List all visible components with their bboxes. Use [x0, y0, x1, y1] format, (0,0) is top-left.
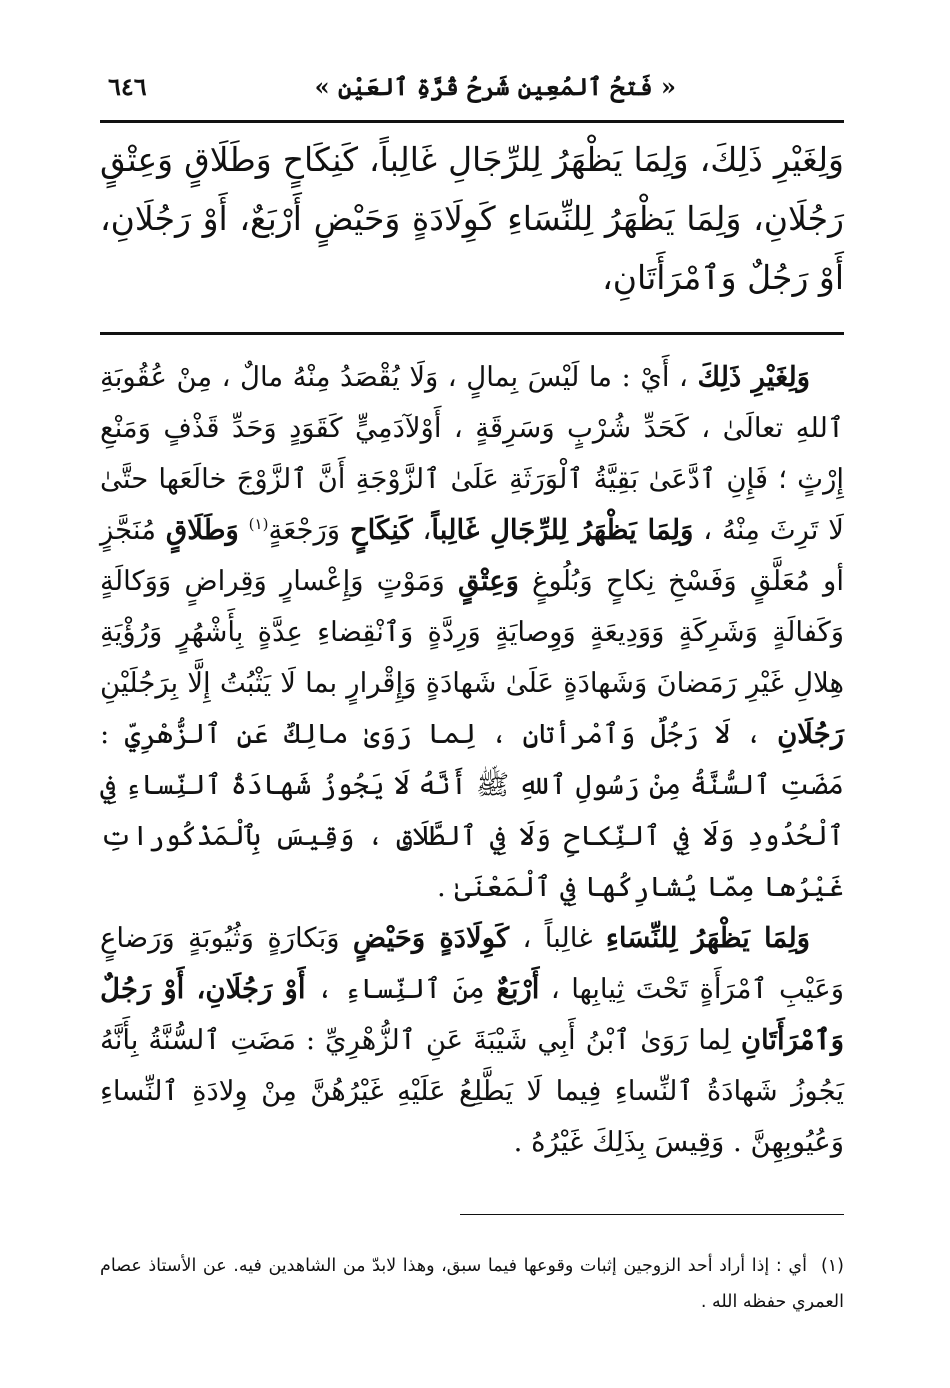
- quoted-matn: كَوِلَادَةٍ وَحَيْضٍ: [352, 922, 510, 954]
- footnote-item: [100, 1248, 844, 1320]
- quoted-matn: وَعِتْقٍ: [457, 565, 519, 597]
- page-number: ٦٤٦: [108, 71, 147, 101]
- matn-text-block: [100, 130, 844, 307]
- footnote-number: (١): [820, 1256, 844, 1276]
- commentary-text: مِنَ ٱلنِّساءِ ،: [316, 973, 485, 1005]
- matn-divider: [100, 332, 844, 335]
- commentary-block: [100, 352, 844, 1168]
- commentary-text: ، لَا رَجُلٌ وَٱمْرأتانِ ، لِما رَوَىٰ مالِكٌ عَنِ ٱلزُّهْرِيِّ : مَضَتِ ٱلسُّنَّةُ مِنْ رَسُولِ ٱللهِ ﷺ أَنَّهُ لَا يَجُوزُ شَهادَةُ ٱلنِّساءِ فِي ٱلْحُدُودِ وَلَا فِي ٱلنِّكاحِ وَلَا فِي ٱلطَّلَاقِ ، وَقِيسَ بِٱلْمَذْكُوراتِ غَيْرُها مِمّا يُشارِكُها فِي ٱلْمَعْنَىٰ .: [100, 718, 844, 903]
- header-divider: [100, 120, 844, 123]
- book-title: « فَتحُ ٱلمُعِينِ شَرحُ قُرَّةِ ٱلعَيْنِ »: [314, 71, 677, 101]
- commentary-text: ،: [422, 514, 432, 546]
- commentary-text: وَبَكارَةٍ وَثُيُوبَةٍ وَرَضاعٍ وَعَيْبِ ٱمْرَأَةٍ تَحْتَ ثِيابِها ،: [100, 922, 844, 1005]
- quoted-matn: وَطَلَاقٍ: [165, 514, 239, 546]
- commentary-text: ، أَيْ : ما لَيْسَ بِمالٍ ، وَلَا يُقْصَدُ مِنْهُ مالٌ ، مِنْ عُقُوبَةِ ٱللهِ تعالَىٰ ، كَحَدِّ شُرْبٍ وَسَرِقَةٍ ، أَوْلآدَمِيٍّ كَقَوَدٍ وَحَدِّ قَذْفٍ وَمَنْعِ إِرْثٍ ؛ فَإِنِ ٱدَّعَىٰ بَقِيَّةُ ٱلْوَرَثَةِ عَلَىٰ ٱلزَّوْجَةِ أَنَّ ٱلزَّوْجَ خالَعَها حتَّىٰ لَا تَرِثَ مِنْهُ ،: [100, 361, 844, 546]
- commentary-text: لِما رَوَىٰ ٱبْنُ أَبِي شَيْبَةَ عَنِ ٱلزُّهْرِيِّ : مَضَتِ ٱلسُّنَّةُ بِأَنَّهُ يَجُوزُ شَهادَةُ ٱلنِّساءِ فِيما لَا يَطَّلِعُ عَلَيْهِ غَيْرُهُنَّ مِنْ وِلادَةِ ٱلنِّساءِ وَعُيُوبِهِنَّ . وَقِيسَ بِذَلِكَ غَيْرُهُ .: [100, 1024, 844, 1158]
- commentary-paragraph-1: [100, 352, 844, 913]
- commentary-paragraph-2: [100, 913, 844, 1168]
- quoted-matn: رَجُلَانِ: [777, 718, 844, 750]
- commentary-text: مُنَجَّزٍ أو مُعَلَّقٍ وَفَسْخِ نِكاحٍ وَبُلُوغٍ: [100, 514, 844, 597]
- matn-paragraph: وَلِغَيْرِ ذَلِكَ، وَلِمَا يَظْهَرُ لِلرِّجَالِ غَالِباً، كَنِكَاحٍ وَطَلَاقٍ وَعِتْقٍ رَجُلَانِ، وَلِمَا يَظْهَرُ لِلنِّسَاءِ كَوِلَادَةٍ وَحَيْضٍ أَرْبَعٌ، أَوْ رَجُلَانِ، أَوْ رَجُلٌ وَٱمْرَأَتَانِ،: [100, 140, 844, 297]
- quoted-matn: كَنِكَاحٍ: [349, 514, 413, 546]
- commentary-text: غالِباً ،: [522, 922, 593, 954]
- quoted-matn: وَلِمَا يَظْهَرُ لِلرِّجَالِ غَالِباً: [431, 514, 694, 546]
- running-header: [108, 58, 844, 114]
- footnote-divider: [460, 1214, 844, 1215]
- footnote-block: [100, 1248, 844, 1320]
- quoted-matn: وَلِغَيْرِ ذَلِكَ: [697, 361, 810, 393]
- footnote-text: أي : إذا أراد أحد الزوجين إثبات وقوعها فيما سبق، وهذا لابدّ من الشاهدين فيه. عن الأستاذ عصام العمري حفظه الله .: [100, 1256, 844, 1312]
- quoted-matn: وَلِمَا يَظْهَرُ لِلنِّسَاءِ: [605, 922, 810, 954]
- footnote-reference[interactable]: (١): [248, 514, 269, 533]
- commentary-text: وَمَوْتٍ وَإِعْسارٍ وَقِراضٍ وَوَكالَةٍ وَكَفالَةٍ وَشَرِكَةٍ وَوَدِيعَةٍ وَوِصايَةٍ وَرِدَّةٍ وَٱنْقِضاءِ عِدَّةٍ بِأَشْهُرٍ وَرُؤْيَةِ هِلالِ غَيْرِ رَمَضانَ وَشَهادَةٍ عَلَىٰ شَهادَةٍ وَإِقْرارٍ بما لَا يَثْبُتُ إِلَّا بِرَجُلَيْنِ: [100, 565, 844, 699]
- commentary-text: وَرَجْعَةٍ: [268, 514, 341, 546]
- quoted-matn: أَرْبَعٌ: [496, 973, 540, 1005]
- quoted-matn: أَوْ رَجُلَانِ، أَوْ رَجُلٌ وَٱمْرَأَتَانِ: [100, 973, 844, 1056]
